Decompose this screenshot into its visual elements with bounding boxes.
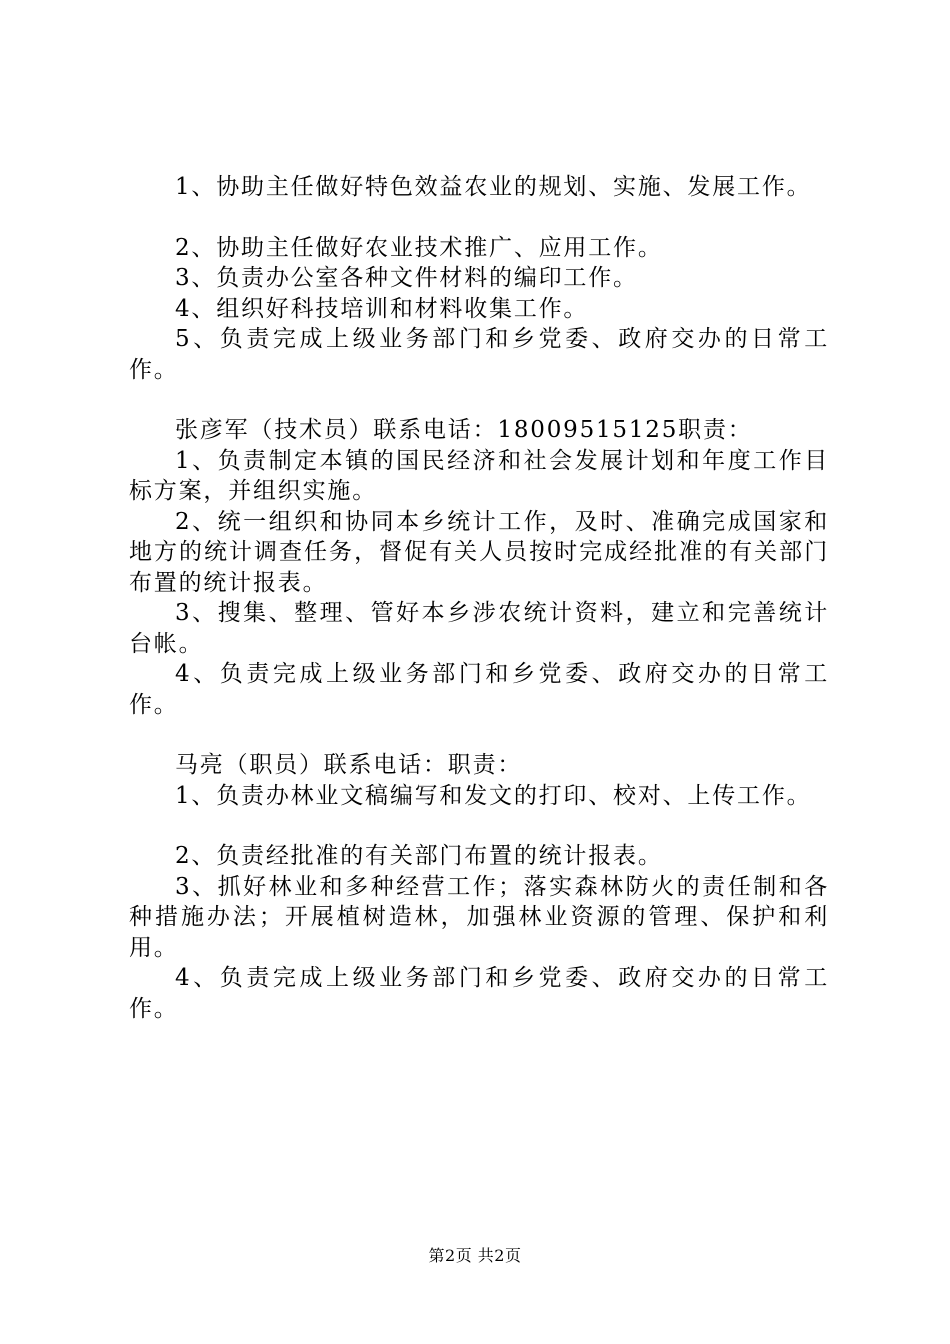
- paragraph-gap: [129, 203, 829, 233]
- paragraph: 4、组织好科技培训和材料收集工作。: [175, 295, 589, 322]
- staff-header: 马亮（职员）联系电话：职责：: [175, 752, 523, 778]
- paragraph: 3、负责办公室各种文件材料的编印工作。: [175, 265, 638, 291]
- paragraph-gap: [129, 811, 829, 841]
- paragraph-gap: [129, 385, 829, 415]
- paragraph: 1、负责办林业文稿编写和发文的打印、校对、上传工作。: [175, 782, 812, 809]
- paragraph: 1、负责制定本镇的国民经济和社会发展计划和年度工作目标方案，并组织实施。: [129, 447, 829, 504]
- paragraph: 3、抓好林业和多种经营工作；落实森林防火的责任制和各种措施办法；开展植树造林，加强林业资源的管理、保护和利用。: [129, 873, 829, 961]
- paragraph: 4、负责完成上级业务部门和乡党委、政府交办的日常工作。: [129, 661, 829, 718]
- page-footer: 第2页 共2页: [428, 1246, 522, 1265]
- paragraph: 5、负责完成上级业务部门和乡党委、政府交办的日常工作。: [129, 326, 829, 383]
- paragraph: 3、搜集、整理、管好本乡涉农统计资料，建立和完善统计台帐。: [129, 600, 829, 657]
- paragraph: 4、负责完成上级业务部门和乡党委、政府交办的日常工作。: [129, 965, 829, 1022]
- paragraph: 2、协助主任做好农业技术推广、应用工作。: [175, 234, 663, 261]
- paragraph: 2、负责经批准的有关部门布置的统计报表。: [175, 843, 663, 869]
- paragraph-gap: [129, 720, 829, 750]
- paragraph: 2、统一组织和协同本乡统计工作，及时、准确完成国家和地方的统计调查任务，督促有关人员按时完成经批准的有关部门布置的统计报表。: [129, 508, 829, 596]
- staff-header: 张彦军（技术员）联系电话：18009515125职责：: [175, 417, 753, 443]
- paragraph: 1、协助主任做好特色效益农业的规划、实施、发展工作。: [175, 174, 812, 200]
- document-body: [129, 172, 829, 1024]
